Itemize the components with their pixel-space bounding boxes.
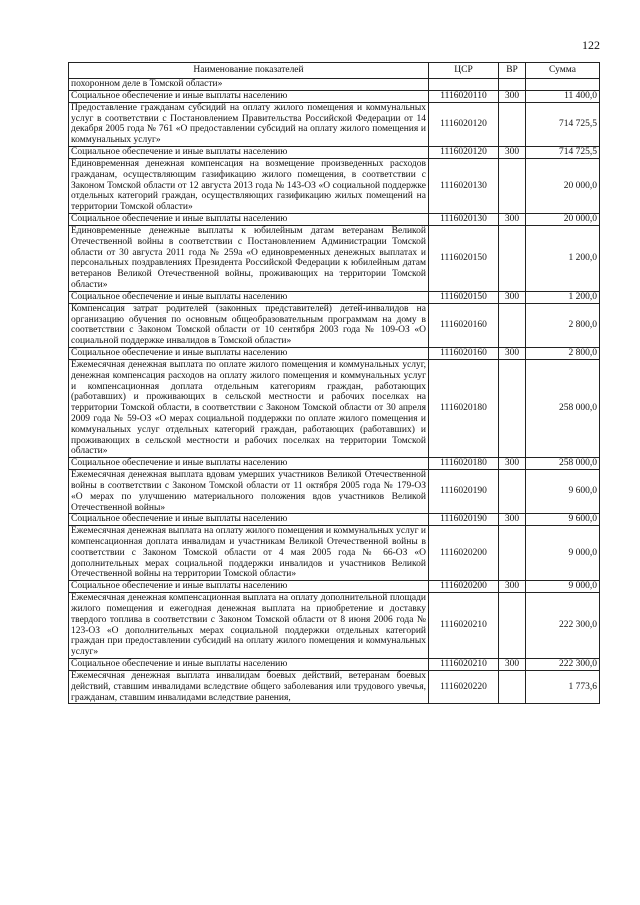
table-row (69, 90, 600, 102)
cell-vr (499, 359, 526, 457)
cell-vr: 300 (499, 90, 526, 102)
cell-name: Социальное обеспечение и иные выплаты населению (69, 581, 429, 593)
table-row (69, 225, 600, 291)
cell-csr: 1116020210 (429, 659, 499, 671)
cell-sum: 9 600,0 (526, 470, 600, 514)
table-row (69, 146, 600, 158)
cell-csr: 1116020190 (429, 470, 499, 514)
cell-vr (499, 102, 526, 146)
header-name: Наименование показателей (69, 63, 429, 79)
cell-vr (499, 303, 526, 347)
cell-name: Ежемесячная денежная выплата на оплату жилого помещения и коммунальных услуг и компенсационная доплата инвалидам и участникам Великой Отечественной войны в соответствии с Законом Томской области от 4 мая 2005 года № 66-ОЗ «О дополнительных мерах социальной поддержки инвалидов и участников Великой Отечественной войны на территории Томской области» (69, 526, 429, 581)
cell-vr: 300 (499, 581, 526, 593)
cell-vr (499, 526, 526, 581)
cell-name: Компенсация затрат родителей (законных представителей) детей-инвалидов на организацию обучения по основным общеобразовательным программам на дому в соответствии с Законом Томской области от 10 сентября 2003 года № 109-ОЗ «О социальной поддержке инвалидов в Томской области» (69, 303, 429, 347)
cell-sum: 20 000,0 (526, 158, 600, 213)
header-vr: ВР (499, 63, 526, 79)
cell-vr: 300 (499, 213, 526, 225)
cell-csr: 1116020160 (429, 303, 499, 347)
table-row (69, 581, 600, 593)
cell-name: Социальное обеспечение и иные выплаты населению (69, 146, 429, 158)
cell-sum (526, 79, 600, 91)
cell-sum: 1 773,6 (526, 671, 600, 704)
cell-csr: 1116020130 (429, 213, 499, 225)
table-row (69, 213, 600, 225)
cell-csr: 1116020150 (429, 291, 499, 303)
cell-name: Социальное обеспечение и иные выплаты населению (69, 514, 429, 526)
cell-vr: 300 (499, 514, 526, 526)
cell-name: Ежемесячная денежная выплата инвалидам боевых действий, ветеранам боевых действий, ставшим инвалидами вследствие общего заболевания или трудового увечья, гражданам, ставшим инвалидами вследствие ранения, (69, 671, 429, 704)
cell-vr (499, 671, 526, 704)
cell-vr: 300 (499, 659, 526, 671)
cell-name: Социальное обеспечение и иные выплаты населению (69, 213, 429, 225)
cell-sum: 1 200,0 (526, 225, 600, 291)
table-row (69, 458, 600, 470)
table-row (69, 79, 600, 91)
cell-name: Социальное обеспечение и иные выплаты населению (69, 90, 429, 102)
cell-sum: 714 725,5 (526, 146, 600, 158)
cell-sum: 258 000,0 (526, 458, 600, 470)
cell-vr (499, 470, 526, 514)
cell-sum: 2 800,0 (526, 347, 600, 359)
cell-csr: 1116020110 (429, 90, 499, 102)
table-body (69, 79, 600, 704)
table-row (69, 102, 600, 146)
cell-vr (499, 593, 526, 659)
cell-vr (499, 225, 526, 291)
page-number: 122 (582, 38, 600, 52)
table-row (69, 158, 600, 213)
cell-sum: 2 800,0 (526, 303, 600, 347)
cell-name: Социальное обеспечение и иные выплаты населению (69, 291, 429, 303)
cell-name: Ежемесячная денежная выплата вдовам умерших участников Великой Отечественной войны в соответствии с Законом Томской области от 11 октября 2005 года № 179-ОЗ «О мерах по улучшению материального положения вдов участников Великой Отечественной войны» (69, 470, 429, 514)
table-row (69, 347, 600, 359)
cell-name: Ежемесячная денежная компенсационная выплата на оплату дополнительной площади жилого помещения и ежегодная денежная выплата на приобретение и доставку твердого топлива в соответствии с Законом Томской области от 8 июня 2006 года № 123-ОЗ «О дополнительных мерах социальной поддержки отдельных категорий граждан при предоставлении субсидий на оплату жилого помещения и коммунальных услуг» (69, 593, 429, 659)
table-row (69, 593, 600, 659)
cell-sum: 9 000,0 (526, 526, 600, 581)
cell-csr: 1116020120 (429, 102, 499, 146)
cell-name: Предоставление гражданам субсидий на оплату жилого помещения и коммунальных услуг в соответствии с Постановлением Правительства Российской Федерации от 14 декабря 2005 года № 761 «О предоставлении субсидий на оплату жилого помещения и коммунальных услуг» (69, 102, 429, 146)
cell-name: Социальное обеспечение и иные выплаты населению (69, 458, 429, 470)
cell-sum: 714 725,5 (526, 102, 600, 146)
table-row (69, 470, 600, 514)
cell-name: Ежемесячная денежная выплата по оплате жилого помещения и коммунальных услуг, денежная компенсация расходов на оплату жилого помещения и коммунальных услуг и компенсационная доплата отдельным категориям граждан, работающих (работавших) и проживающих в сельской местности и рабочих поселках на территории Томской области, в соответствии с Законом Томской области от 30 апреля 2009 года № 59-ОЗ «О мерах социальной поддержки по оплате жилого помещения и коммунальных услуг отдельных категорий граждан, работающих (работавших) и проживающих в сельской местности и рабочих поселках на территории Томской области» (69, 359, 429, 457)
table-row (69, 514, 600, 526)
cell-sum: 9 600,0 (526, 514, 600, 526)
cell-vr (499, 79, 526, 91)
cell-name: Социальное обеспечение и иные выплаты населению (69, 347, 429, 359)
cell-vr: 300 (499, 347, 526, 359)
cell-csr (429, 79, 499, 91)
cell-name: Единовременная денежная компенсация на возмещение произведенных расходов гражданам, осуществляющим газификацию жилого помещения, в соответствии с Законом Томской области от 12 августа 2013 года № 143-ОЗ «О социальной поддержке отдельных категорий граждан, осуществляющих газификацию жилых помещений на территории Томской области» (69, 158, 429, 213)
cell-csr: 1116020150 (429, 225, 499, 291)
cell-csr: 1116020130 (429, 158, 499, 213)
table-row (69, 526, 600, 581)
header-sum: Сумма (526, 63, 600, 79)
cell-sum: 11 400,0 (526, 90, 600, 102)
cell-csr: 1116020180 (429, 359, 499, 457)
cell-sum: 222 300,0 (526, 659, 600, 671)
cell-sum: 1 200,0 (526, 291, 600, 303)
cell-name: похоронном деле в Томской области» (69, 79, 429, 91)
cell-csr: 1116020200 (429, 581, 499, 593)
cell-csr: 1116020180 (429, 458, 499, 470)
table-row (69, 291, 600, 303)
table-row (69, 359, 600, 457)
cell-sum: 258 000,0 (526, 359, 600, 457)
table-row (69, 659, 600, 671)
cell-sum: 9 000,0 (526, 581, 600, 593)
cell-csr: 1116020220 (429, 671, 499, 704)
budget-table (68, 62, 600, 704)
table-row (69, 671, 600, 704)
cell-csr: 1116020200 (429, 526, 499, 581)
cell-csr: 1116020210 (429, 593, 499, 659)
cell-vr: 300 (499, 458, 526, 470)
cell-vr: 300 (499, 291, 526, 303)
header-csr: ЦСР (429, 63, 499, 79)
table-row (69, 303, 600, 347)
cell-sum: 20 000,0 (526, 213, 600, 225)
cell-name: Социальное обеспечение и иные выплаты населению (69, 659, 429, 671)
cell-name: Единовременные денежные выплаты к юбилейным датам ветеранам Великой Отечественной войны в соответствии с Постановлением Администрации Томской области от 30 августа 2011 года № 259а «О единовременных денежных выплатах и персональных поздравлениях Президента Российской Федерации к юбилейным датам ветеранов Великой Отечественной войны, проживающих на территории Томской области» (69, 225, 429, 291)
cell-csr: 1116020160 (429, 347, 499, 359)
cell-csr: 1116020190 (429, 514, 499, 526)
cell-csr: 1116020120 (429, 146, 499, 158)
cell-sum: 222 300,0 (526, 593, 600, 659)
cell-vr (499, 158, 526, 213)
table-header-row (69, 63, 600, 79)
cell-vr: 300 (499, 146, 526, 158)
